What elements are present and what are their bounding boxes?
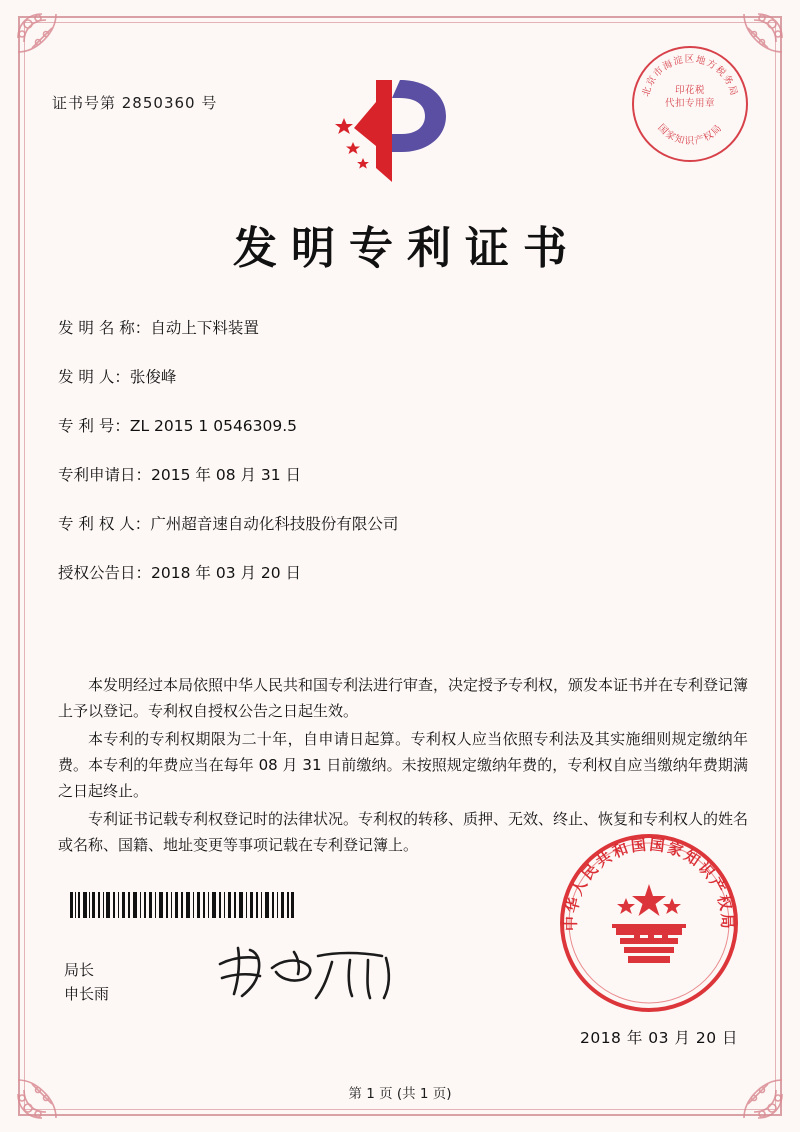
national-seal xyxy=(558,832,740,1014)
director-name: 申长雨 xyxy=(64,985,110,1003)
legal-paragraph: 本发明经过本局依照中华人民共和国专利法进行审查，决定授予专利权，颁发本证书并在专利登记簿上予以登记。专利权自授权公告之日起生效。 xyxy=(58,676,749,720)
field-inventor xyxy=(58,365,748,387)
tax-stamp-arc-top: 北京市海淀区地方税务局 xyxy=(640,54,740,98)
field-value: ZL 2015 1 0546309.5 xyxy=(129,417,298,435)
legal-paragraph: 本专利的专利权期限为二十年，自申请日起算。专利权人应当依照专利法及其实施细则规定缴纳年费。本专利的年费应当在每年 08 月 31 日前缴纳。未按照规定缴纳年费的，专利权自应当缴纳年费期满之日起终止。 xyxy=(58,730,748,800)
tax-stamp-line2: 代扣专用章 xyxy=(664,98,715,109)
field-separator: ： xyxy=(134,319,151,337)
field-label: 发 明 人 xyxy=(58,368,115,386)
field-grant-announcement-date xyxy=(58,561,748,583)
field-label: 专 利 权 人 xyxy=(58,515,135,533)
field-patentee xyxy=(58,512,748,534)
field-value: 2015 年 08 月 31 日 xyxy=(151,466,302,484)
page-title: 发明专利证书 xyxy=(233,223,581,274)
svg-text:中华人民共和国国家知识产权局 xyxy=(562,836,736,932)
legal-paragraph: 专利证书记载专利权登记时的法律状况。专利权的转移、质押、无效、终止、恢复和专利权人的姓名或名称、国籍、地址变更等事项记载在专利登记簿上。 xyxy=(58,810,749,854)
field-value: 2018 年 03 月 20 日 xyxy=(151,564,302,582)
certificate-number: 证书号第 2850360 号 xyxy=(52,94,218,112)
seal-date: 2018 年 03 月 20 日 xyxy=(579,1029,738,1047)
handwritten-signature xyxy=(210,938,410,1008)
field-list xyxy=(58,316,748,610)
field-separator: ： xyxy=(135,466,152,484)
field-value: 广州超音速自动化科技股份有限公司 xyxy=(150,515,399,533)
field-label: 专 利 号 xyxy=(58,417,115,435)
field-value: 自动上下料装置 xyxy=(150,319,259,337)
field-label: 授权公告日 xyxy=(58,564,136,582)
page-footer: 第 1 页 (共 1 页) xyxy=(348,1086,452,1102)
field-separator: ： xyxy=(135,564,152,582)
tax-stamp xyxy=(632,46,748,162)
field-patent-number xyxy=(58,414,748,436)
field-value: 张俊峰 xyxy=(129,368,177,386)
field-invention-name xyxy=(58,316,748,338)
seal-arc-text: 中华人民共和国国家知识产权局 xyxy=(561,835,737,932)
svg-text:国家知识产权局 xyxy=(655,122,724,147)
barcode xyxy=(70,892,295,918)
cnipa-logo-icon xyxy=(330,72,458,190)
field-label: 发 明 名 称 xyxy=(58,319,135,337)
field-separator: ： xyxy=(114,417,130,435)
corner-ornament-icon xyxy=(12,8,86,82)
tax-stamp-arc-bottom: 国家知识产权局 xyxy=(655,122,725,147)
field-application-date xyxy=(58,463,748,485)
field-separator: ： xyxy=(114,368,130,386)
field-label: 专利申请日 xyxy=(58,466,136,484)
tax-stamp-line1: 印花税 xyxy=(674,85,705,96)
director-label: 局长 xyxy=(64,961,95,979)
director-block xyxy=(64,958,109,1006)
field-separator: ： xyxy=(134,515,151,533)
